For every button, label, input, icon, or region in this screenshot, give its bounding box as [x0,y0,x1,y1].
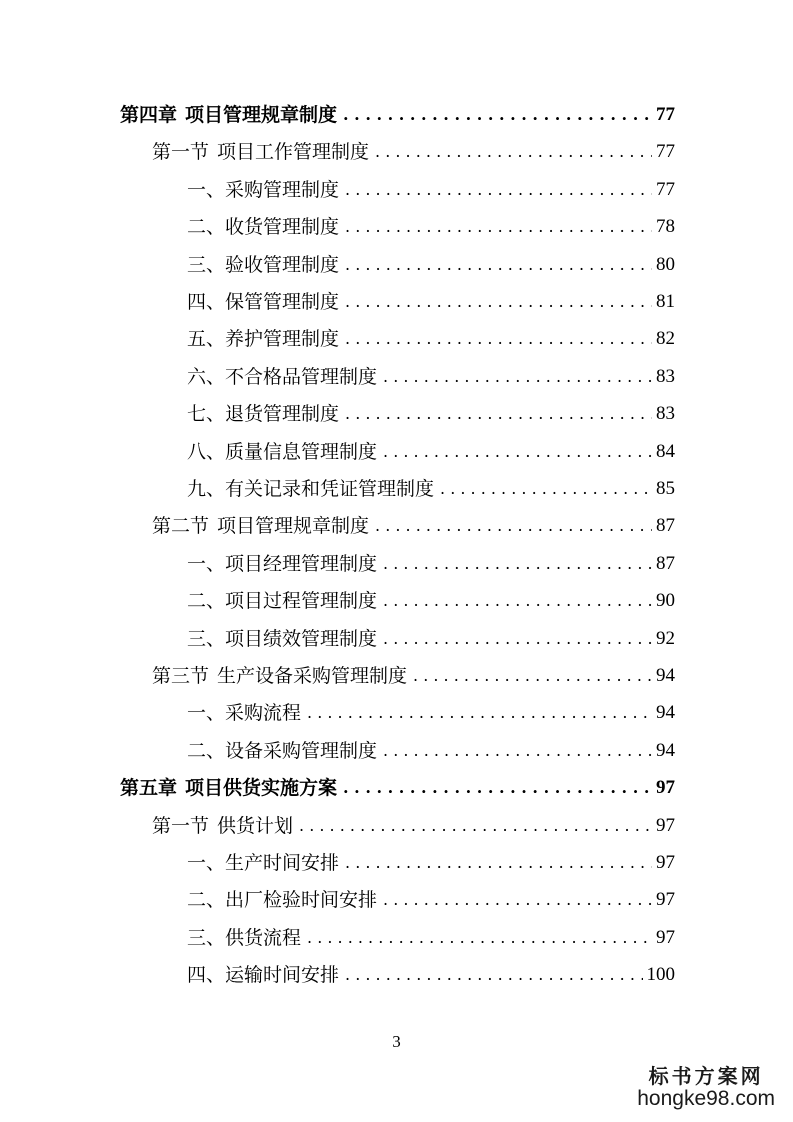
toc-entry-page: 97 [656,852,675,873]
toc-entry-text: 六、不合格品管理制度 [187,365,378,388]
dot-leader [345,399,652,429]
toc-entry-text: 二、项目过程管理制度 [187,590,378,613]
toc-entry-page: 94 [656,702,675,724]
toc-entry-item[interactable] [187,885,675,915]
toc-entry-page: 97 [656,889,675,911]
toc-entry-title [152,811,293,841]
toc-entry-page: 87 [656,515,675,537]
watermark-name: 标书方案网 [648,1063,764,1088]
dot-leader [383,736,652,766]
toc-entry-page: 77 [656,104,675,125]
toc-entry-title [187,624,377,654]
toc-entry-title [187,399,339,429]
toc-entry-text: 三、验收管理制度 [187,253,340,276]
toc-entry-number: 第二节 [152,515,210,538]
toc-entry-title [187,474,434,504]
toc-entry-page: 87 [656,552,675,574]
toc-entry-title [187,287,339,317]
toc-entry-item[interactable] [187,960,675,990]
dot-leader [307,923,652,953]
toc-entry-item[interactable] [187,586,675,616]
toc-entry-text: 八、质量信息管理制度 [187,440,378,463]
toc-entry-title [187,324,339,354]
toc-entry-chapter[interactable] [120,773,675,803]
dot-leader [383,549,652,579]
toc-entry-item[interactable] [187,175,675,205]
dot-leader [383,437,652,467]
toc-entry-title [187,362,377,392]
toc-entry-number: 第一节 [152,814,210,837]
toc-entry-text: 四、运输时间安排 [187,964,340,987]
toc-entry-number: 第三节 [152,665,210,687]
toc-entry-title [187,923,301,953]
toc-entry-text: 五、养护管理制度 [187,328,340,351]
dot-leader [343,100,652,130]
toc-entry-title [187,698,301,728]
toc-entry-page: 78 [656,216,675,238]
toc-entry-page: 94 [656,739,675,761]
dot-leader [413,661,652,691]
page-number: 3 [392,1032,401,1051]
toc-entry-page: 83 [656,403,675,425]
toc-entry-item[interactable] [187,437,675,467]
toc-entry-item[interactable] [187,250,675,280]
dot-leader [345,250,652,280]
dot-leader [345,212,652,242]
toc-entry-number: 第四章 [120,104,178,126]
toc-entry-page: 94 [656,665,675,686]
toc-entry-title [187,175,339,205]
toc-entry-page: 90 [656,590,675,612]
toc-entry-text: 九、有关记录和凭证管理制度 [187,478,435,500]
toc-entry-text: 生产设备采购管理制度 [217,665,408,687]
toc-entry-item[interactable] [187,736,675,766]
dot-leader [299,811,652,841]
toc-entry-title [152,137,369,167]
toc-entry-page: 77 [656,178,675,200]
toc-entry-page: 100 [646,964,675,986]
toc-entry-page: 92 [656,627,675,649]
toc-entry-text: 二、设备采购管理制度 [187,739,378,762]
toc-entry-item[interactable] [187,324,675,354]
toc-entry-text: 项目管理规章制度 [217,515,370,538]
toc-entry-title [152,661,407,691]
toc-entry-page: 77 [656,141,675,163]
toc-entry-title [187,212,339,242]
watermark-logo [637,1065,775,1110]
toc-entry-item[interactable] [187,399,675,429]
toc-entry-page: 97 [656,777,675,799]
dot-leader [345,848,652,878]
toc-entry-text: 一、采购管理制度 [187,178,340,201]
toc-entry-item[interactable] [187,212,675,242]
toc-entry-item[interactable] [187,362,675,392]
dot-leader [440,474,652,504]
dot-leader [307,698,652,728]
toc-entry-item[interactable] [187,474,675,504]
toc-entry-text: 三、项目绩效管理制度 [187,627,378,650]
toc-entry-number: 第五章 [120,777,178,800]
toc-entry-section[interactable] [152,661,675,691]
toc-entry-number: 第一节 [152,141,210,164]
dot-leader [345,175,652,205]
watermark-url: hongke98.com [637,1086,775,1110]
toc-entry-page: 83 [656,365,675,387]
toc-entry-text: 项目供货实施方案 [185,777,338,800]
dot-leader [343,773,652,803]
dot-leader [383,586,652,616]
dot-leader [383,624,652,654]
toc-entry-title [187,549,377,579]
dot-leader [383,362,652,392]
dot-leader [375,511,652,541]
toc-entry-item[interactable] [187,923,675,953]
toc-entry-page: 84 [656,440,675,462]
toc-entry-title [152,511,369,541]
toc-entry-text: 三、供货流程 [187,926,302,949]
toc-entry-title [187,960,339,990]
toc-entry-text: 一、生产时间安排 [187,852,340,874]
toc-entry-title [187,586,377,616]
toc-entry-title [120,773,337,803]
dot-leader [383,885,652,915]
toc-entry-item[interactable] [187,287,675,317]
toc-entry-title [187,437,377,467]
toc-entry-text: 七、退货管理制度 [187,403,340,426]
toc-entry-text: 二、出厂检验时间安排 [187,889,378,912]
toc-entry-page: 82 [656,328,675,350]
toc-entry-page: 81 [656,291,675,312]
toc-entry-title [187,250,339,280]
toc-entry-text: 供货计划 [217,814,294,837]
toc-entry-title [187,736,377,766]
dot-leader [345,287,652,317]
toc-entry-chapter[interactable] [120,100,675,130]
toc-entry-page: 97 [656,814,675,836]
dot-leader [345,960,642,990]
toc-entry-item[interactable] [187,848,675,878]
toc-entry-section[interactable] [152,137,675,167]
toc-entry-page: 80 [656,253,675,275]
toc-entry-text: 四、保管管理制度 [187,291,340,313]
toc-entry-title [187,848,339,878]
toc-entry-item[interactable] [187,549,675,579]
toc-entry-section[interactable] [152,811,675,841]
toc-entry-text: 一、项目经理管理制度 [187,552,378,575]
toc-entry-title [120,100,337,130]
toc-entry-text: 项目管理规章制度 [185,104,338,126]
dot-leader [375,137,652,167]
toc-entry-item[interactable] [187,698,675,728]
toc-entry-page: 97 [656,926,675,948]
toc-entry-text: 二、收货管理制度 [187,216,340,239]
toc-entry-page: 85 [656,478,675,499]
toc-entry-item[interactable] [187,624,675,654]
toc-entry-section[interactable] [152,511,675,541]
toc-entry-text: 一、采购流程 [187,702,302,725]
dot-leader [345,324,652,354]
toc-entry-text: 项目工作管理制度 [217,141,370,164]
toc-entry-title [187,885,377,915]
